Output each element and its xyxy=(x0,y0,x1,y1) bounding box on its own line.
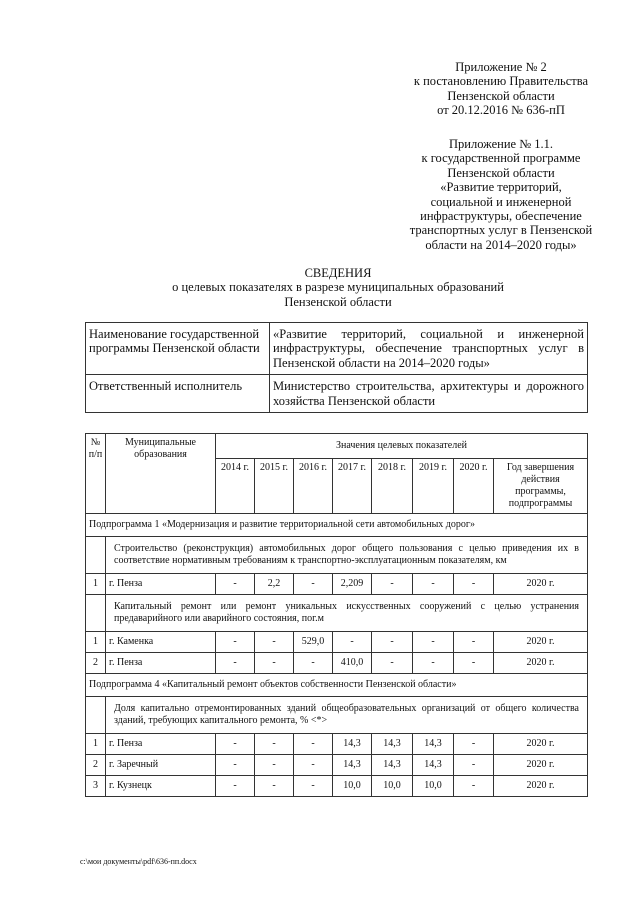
end-year-cell: 2020 г. xyxy=(494,653,588,674)
value-cell: 14,3 xyxy=(372,734,413,755)
row-number: 2 xyxy=(86,755,106,776)
value-cell: 10,0 xyxy=(372,776,413,797)
appendix-2-header xyxy=(396,60,606,118)
value-cell: 14,3 xyxy=(372,755,413,776)
appendix-line: «Развитие территорий, xyxy=(440,180,562,195)
value-cell: 2,209 xyxy=(333,574,372,595)
table-row xyxy=(86,776,588,797)
appendix-line: Приложение № 1.1. xyxy=(448,137,554,151)
appendix-line: инфраструктуры, обеспечение xyxy=(420,209,582,224)
value-cell: - xyxy=(216,632,255,653)
executor-label: Ответственный исполнитель xyxy=(86,375,270,413)
value-cell: - xyxy=(255,653,294,674)
program-name-label: Наименование государственной программы Пензенской области xyxy=(86,323,270,375)
table-row xyxy=(86,734,588,755)
header-municipality: Муниципальные образования xyxy=(106,434,216,514)
row-number: 1 xyxy=(86,734,106,755)
indicator-3: Доля капитально отремонтированных зданий общеобразовательных организаций от общего количества зданий, требующих капитального ремонта, % <*> xyxy=(106,697,588,734)
value-cell: 10,0 xyxy=(413,776,454,797)
appendix-line: социальной и инженерной xyxy=(430,194,572,209)
value-cell: - xyxy=(372,653,413,674)
indicators-table xyxy=(85,433,588,797)
appendix-line: к государственной программе xyxy=(421,151,581,166)
end-year-cell: 2020 г. xyxy=(494,574,588,595)
value-cell: 2,2 xyxy=(255,574,294,595)
table-row xyxy=(86,755,588,776)
blank-cell xyxy=(86,595,106,632)
end-year-cell: 2020 г. xyxy=(494,755,588,776)
value-cell: - xyxy=(294,755,333,776)
municipality: г. Пенза xyxy=(106,574,216,595)
value-cell: 14,3 xyxy=(413,734,454,755)
blank-cell xyxy=(86,697,106,734)
value-cell: - xyxy=(454,776,494,797)
municipality: г. Заречный xyxy=(106,755,216,776)
value-cell: 14,3 xyxy=(413,755,454,776)
subprogram-row xyxy=(86,674,588,697)
indicator-row xyxy=(86,537,588,574)
appendix-line: транспортных услуг в Пензенской xyxy=(409,223,593,238)
header-year: 2020 г. xyxy=(454,459,494,514)
value-cell: - xyxy=(216,653,255,674)
subprogram-4: Подпрограмма 4 «Капитальный ремонт объектов собственности Пензенской области» xyxy=(86,674,588,697)
header-year: 2014 г. xyxy=(216,459,255,514)
header-number: № п/п xyxy=(86,434,106,514)
header-year: 2019 г. xyxy=(413,459,454,514)
end-year-cell: 2020 г. xyxy=(494,734,588,755)
value-cell: - xyxy=(255,776,294,797)
value-cell: - xyxy=(294,776,333,797)
table-row xyxy=(86,632,588,653)
value-cell: 14,3 xyxy=(333,734,372,755)
appendix-line: области на 2014–2020 годы» xyxy=(425,237,577,252)
executor-row xyxy=(86,375,588,413)
indicator-2: Капитальный ремонт или ремонт уникальных искусственных сооружений с целью устранения предаварийного или аварийного состояния, пог.м xyxy=(106,595,588,632)
header-year: 2017 г. xyxy=(333,459,372,514)
title-line-1: СВЕДЕНИЯ xyxy=(304,266,372,280)
municipality: г. Пенза xyxy=(106,734,216,755)
value-cell: - xyxy=(255,734,294,755)
value-cell: - xyxy=(294,653,333,674)
value-cell: 14,3 xyxy=(333,755,372,776)
value-cell: - xyxy=(413,574,454,595)
value-cell: - xyxy=(372,632,413,653)
value-cell: - xyxy=(216,755,255,776)
value-cell: - xyxy=(372,574,413,595)
table-row xyxy=(86,574,588,595)
appendix-line: Пензенской области xyxy=(447,165,555,180)
value-cell: - xyxy=(216,734,255,755)
appendix-line: от 20.12.2016 № 636-пП xyxy=(437,103,565,118)
header-values: Значения целевых показателей xyxy=(216,434,588,459)
document-title xyxy=(60,266,616,309)
value-cell: - xyxy=(454,734,494,755)
header-year: 2016 г. xyxy=(294,459,333,514)
row-number: 2 xyxy=(86,653,106,674)
appendix-1-1-header xyxy=(396,137,606,252)
row-number: 1 xyxy=(86,632,106,653)
header-row xyxy=(86,434,588,459)
municipality: г. Каменка xyxy=(106,632,216,653)
municipality: г. Кузнецк xyxy=(106,776,216,797)
value-cell: - xyxy=(216,574,255,595)
program-info-table xyxy=(85,322,588,413)
subprogram-row xyxy=(86,514,588,537)
value-cell: - xyxy=(454,653,494,674)
value-cell: - xyxy=(255,632,294,653)
indicator-1: Строительство (реконструкция) автомобильных дорог общего пользования с целью приведения их в соответствие нормативным требованиям к транспортно-эксплуатационным показателям, км xyxy=(106,537,588,574)
value-cell: - xyxy=(454,632,494,653)
end-year-cell: 2020 г. xyxy=(494,776,588,797)
value-cell: - xyxy=(454,755,494,776)
header-year: 2018 г. xyxy=(372,459,413,514)
value-cell: - xyxy=(294,574,333,595)
appendix-line: Пензенской области xyxy=(447,88,555,103)
program-name-row xyxy=(86,323,588,375)
subprogram-1: Подпрограмма 1 «Модернизация и развитие территориальной сети автомобильных дорог» xyxy=(86,514,588,537)
value-cell: 529,0 xyxy=(294,632,333,653)
value-cell: 410,0 xyxy=(333,653,372,674)
value-cell: 10,0 xyxy=(333,776,372,797)
municipality: г. Пенза xyxy=(106,653,216,674)
value-cell: - xyxy=(255,755,294,776)
table-row xyxy=(86,653,588,674)
blank-cell xyxy=(86,537,106,574)
title-line-2: о целевых показателях в разрезе муниципальных образований xyxy=(172,280,504,295)
value-cell: - xyxy=(294,734,333,755)
header-year: 2015 г. xyxy=(255,459,294,514)
title-line-3: Пензенской области xyxy=(284,294,392,309)
indicator-row xyxy=(86,595,588,632)
value-cell: - xyxy=(413,653,454,674)
indicator-row xyxy=(86,697,588,734)
appendix-line: к постановлению Правительства xyxy=(413,74,589,89)
value-cell: - xyxy=(216,776,255,797)
value-cell: - xyxy=(413,632,454,653)
value-cell: - xyxy=(454,574,494,595)
row-number: 1 xyxy=(86,574,106,595)
appendix-line: Приложение № 2 xyxy=(455,60,547,74)
header-end-year: Год завершения действия программы, подпрограммы xyxy=(494,459,588,514)
end-year-cell: 2020 г. xyxy=(494,632,588,653)
row-number: 3 xyxy=(86,776,106,797)
executor-value: Министерство строительства, архитектуры и дорожного хозяйства Пензенской области xyxy=(270,375,588,413)
value-cell: - xyxy=(333,632,372,653)
file-path-footer: c:\мои документы\pdf\636-пп.docx xyxy=(80,857,197,866)
program-name-value: «Развитие территорий, социальной и инженерной инфраструктуры, обеспечение транспортных услуг в Пензенской области на 2014–2020 годы» xyxy=(270,323,588,375)
